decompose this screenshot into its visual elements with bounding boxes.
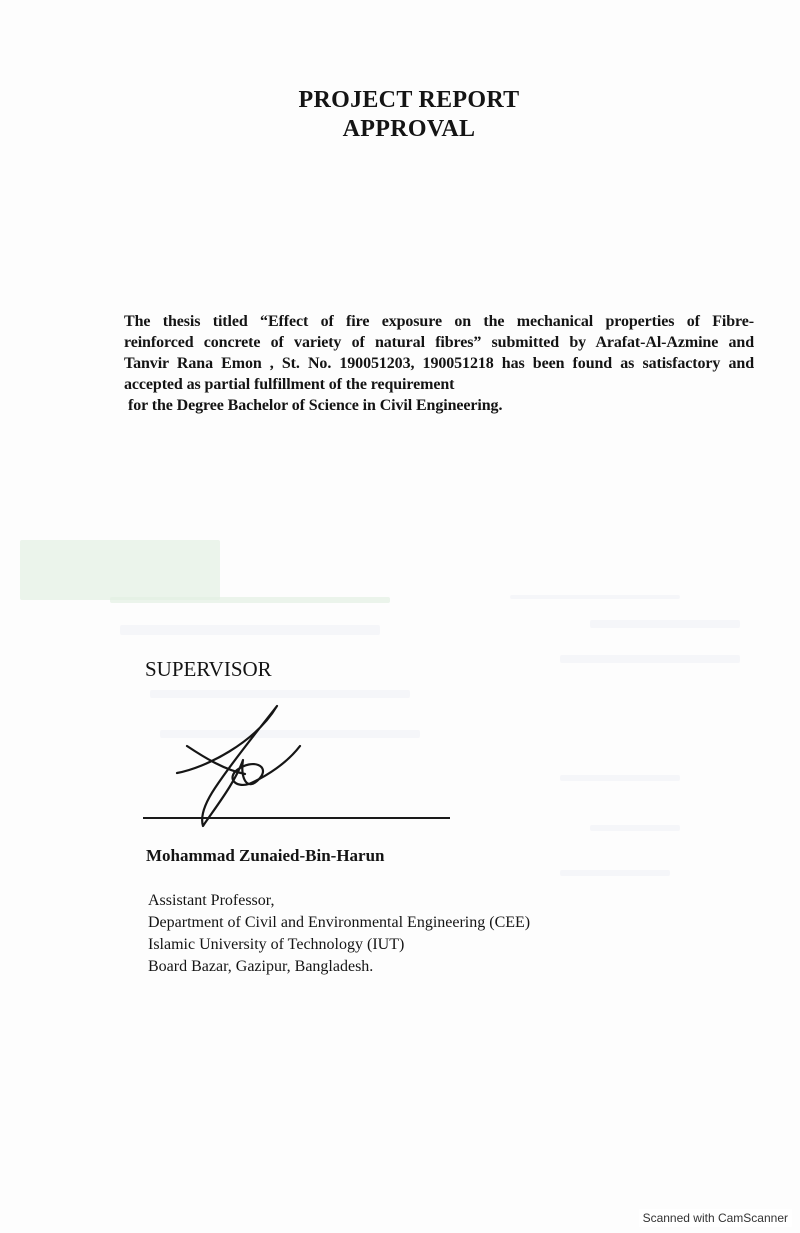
approval-text-line: reinforced concrete of variety of natural fibres” submitted by Arafat-Al-Azmine and (124, 334, 754, 351)
supervisor-name: Mohammad Zunaied-Bin-Harun (146, 846, 385, 865)
supervisor-details (148, 890, 530, 978)
scan-artifact (590, 620, 740, 628)
signature-line (143, 817, 450, 819)
supervisor-department: Department of Civil and Environmental Engineering (CEE) (148, 914, 531, 931)
approval-text-line: for the Degree Bachelor of Science in Civil Engineering. (128, 397, 503, 414)
approval-paragraph (124, 311, 754, 416)
report-title-line-2: APPROVAL (342, 116, 476, 142)
scan-artifact (510, 595, 680, 599)
approval-text-line: accepted as partial fulfillment of the requirement (124, 376, 455, 393)
scan-artifact (110, 597, 390, 603)
scanner-watermark: Scanned with CamScanner (639, 1209, 792, 1227)
supervisor-address: Board Bazar, Gazipur, Bangladesh. (148, 958, 374, 975)
approval-text-line: The thesis titled “Effect of fire exposure on the mechanical properties of Fibre- (124, 313, 754, 330)
scan-artifact (560, 655, 740, 663)
scan-artifact (150, 690, 410, 698)
scan-artifact (120, 625, 380, 635)
report-title-line-1: PROJECT REPORT (298, 87, 520, 113)
supervisor-label: SUPERVISOR (145, 657, 272, 681)
supervisor-university: Islamic University of Technology (IUT) (148, 936, 405, 953)
scan-artifact (560, 775, 680, 781)
supervisor-title: Assistant Professor, (148, 892, 275, 909)
scan-artifact (560, 870, 670, 876)
scan-artifact (20, 540, 220, 600)
approval-text-line: Tanvir Rana Emon , St. No. 190051203, 190051218 has been found as satisfactory and (124, 355, 754, 372)
scan-artifact (590, 825, 680, 831)
